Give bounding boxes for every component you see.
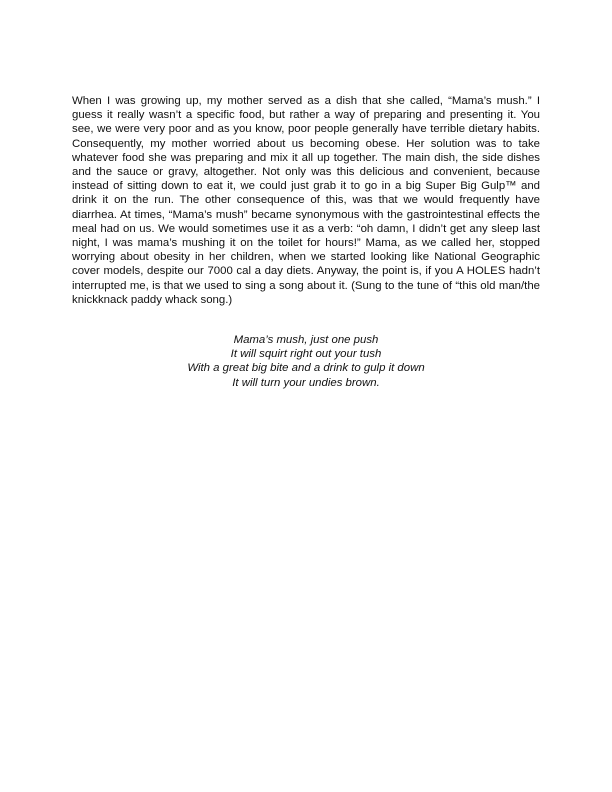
song-line-2: It will squirt right out your tush (230, 348, 382, 361)
song-line-4: It will turn your undies brown. (232, 376, 380, 389)
song-verse (72, 333, 540, 390)
body-paragraph: When I was growing up, my mother served as a dish that she called, “Mama’s mush.” I guess it really wasn’t a specific food, but rather a way of preparing and presenting it. You see, we were very poor and as you know, poor people generally have terrible dietary habits. Consequently, my mother worried about us becoming obese. Her solution was to take whatever food she was preparing and mix it all up together. The main dish, the side dishes and the sauce or gravy, altogether. Not only was this delicious and convenient, because instead of sitting down to eat it, we could just grab it to go in a big Super Big Gulp™ and drink it on the run. The other consequence of this, was that we would frequently have diarrhea. At times, “Mama’s mush” became synonymous with the gastrointestinal effects the meal had on us. We would sometimes use it as a verb: “oh damn, I didn’t get any sleep last night, I was mama’s mushing it on the toilet for hours!” Mama, as we called her, stopped worrying about obesity in her children, when we started looking like National Geographic cover models, despite our 7000 cal a day diets. Anyway, the point is, if you A HOLES hadn’t interrupted me, is that we used to sing a song about it. (Sung to the tune of “this old man/the knickknack paddy whack song.) (72, 95, 540, 306)
song-line-1: Mama’s mush, just one push (233, 334, 379, 346)
song-line-3: With a great big bite and a drink to gulp it down (187, 362, 425, 375)
